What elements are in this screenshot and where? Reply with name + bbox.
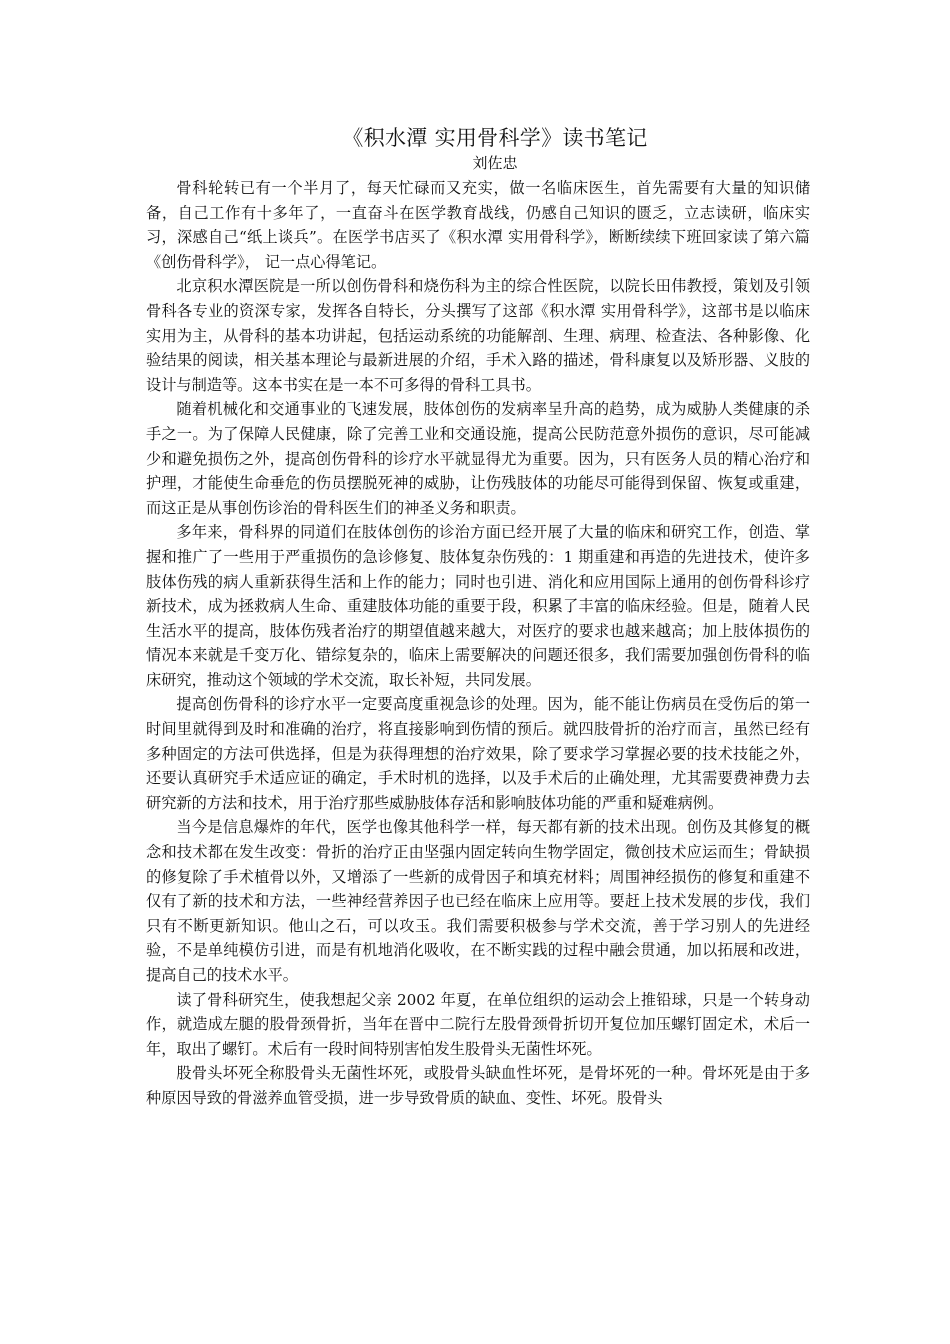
document-author: 刘佐忠 [472,154,518,172]
paragraph: 读了骨科研究生，使我想起父亲 2002 年夏，在单位组织的运动会上推铅球，只是一个转身动作，就造成左腿的股骨颈骨折，当年在晋中二院行左股骨颈骨折切开复位加压螺钉固定术，术后一年，取出了螺钉。术后有一段时间特别害怕发生股骨头无菌性坏死。 [146,990,810,1058]
document-title: 《积水潭 实用骨科学》读书笔记 [342,126,648,150]
paragraph: 提高创伤骨科的诊疗水平一定要高度重视急诊的处理。因为，能不能让伤病员在受伤后的第一时间里就得到及时和准确的治疗，将直接影响到伤情的预后。就四肢骨折的治疗而言，虽然已经有多种固定的方法可供选择，但是为获得理想的治疗效果，除了要求学习掌握必要的技术技能之外，还要认真研究手术适应证的确定，手术时机的选择，以及手术后的止确处理，尤其需要费神费力去研究新的方法和技术，用于治疗那些威胁肢体存活和影响肢体功能的严重和疑难病例。 [146,695,810,812]
paragraph: 北京积水潭医院是一所以创伤骨科和烧伤科为主的综合性医院，以院长田伟教授，策划及引领骨科各专业的资深专家，发挥各自特长，分头撰写了这部《积水潭 实用骨科学》，这部书是以临床实用为主，从骨科的基本功讲起，包括运动系统的功能解剖、生理、病理、检查法、各种影像、化验结果的阅读，相关基本理论与最新进展的介绍，手术入路的描述，骨科康复以及矫形器、义肢的设计与制造等。这本书实在是一本不可多得的骨科工具书。 [146,277,810,394]
paragraph: 多年来，骨科界的同道们在肢体创伤的诊治方面已经开展了大量的临床和研究工作，创造、掌握和推广了一些用于严重损伤的急诊修复、肢体复杂伤残的：1 期重建和再造的先进技术，使许多肢体伤残的病人重新获得生活和上作的能力；同时也引进、消化和应用国际上通用的创伤骨科诊疗新技术，成为拯救病人生命、重建肢体功能的重要于段，积累了丰富的临床经验。但是，随着人民生活水平的提高，肢体伤残者治疗的期望值越来越大，对医疗的要求也越来越高；加上肢体损伤的情况本来就是千变万化、错综复杂的，临床上需要解决的问题还很多，我们需要加强创伤骨科的临床研究，推动这个领域的学术交流，取长补短，共同发展。 [146,523,810,689]
document-body [146,176,810,1111]
paragraph: 骨科轮转已有一个半月了，每天忙碌而又充实，做一名临床医生，首先需要有大量的知识储备，自己工作有十多年了，一直奋斗在医学教育战线，仍感自己知识的匮乏，立志读研，临床实习，深感自己“纸上谈兵”。在医学书店买了《积水潭 实用骨科学》，断断续续下班回家读了第六篇《创伤骨科学》， 记一点心得笔记。 [146,179,810,271]
paragraph: 股骨头坏死全称股骨头无菌性坏死，或股骨头缺血性坏死，是骨坏死的一种。骨坏死是由于多种原因导致的骨滋养血管受损，进一步导致骨质的缺血、变性、坏死。股骨头 [146,1064,810,1107]
paragraph: 当今是信息爆炸的年代，医学也像其他科学一样，每天都有新的技术出现。创伤及其修复的概念和技术都在发生改变：骨折的治疗正由坚强内固定转向生物学固定，微创技术应运而生；骨缺损的修复除了手术植骨以外，又增添了一些新的成骨因子和填充材料；周围神经损伤的修复和重建不仅有了新的技术和方法，一些神经营养因子也已经在临床上应用等。要赶上技术发展的步伐，我们只有不断更新知识。他山之石，可以攻玉。我们需要积极参与学术交流，善于学习别人的先进经验，不是单纯模仿引进，而是有机地消化吸收，在不断实践的过程中融会贯通，加以拓展和改进，提高自己的技术水平。 [146,818,810,984]
paragraph: 随着机械化和交通事业的飞速发展，肢体创伤的发病率呈升高的趋势，成为威胁人类健康的杀手之一。为了保障人民健康，除了完善工业和交通设施，提高公民防范意外损伤的意识，尽可能减少和避免损伤之外，提高创伤骨科的诊疗水平就显得尤为重要。因为，只有医务人员的精心治疗和护理，才能使生命垂危的伤员摆脱死神的威胁，让伤残肢体的功能尽可能得到保留、恢复或重建，而这正是从事创伤诊治的骨科医生们的神圣义务和职责。 [146,400,810,517]
